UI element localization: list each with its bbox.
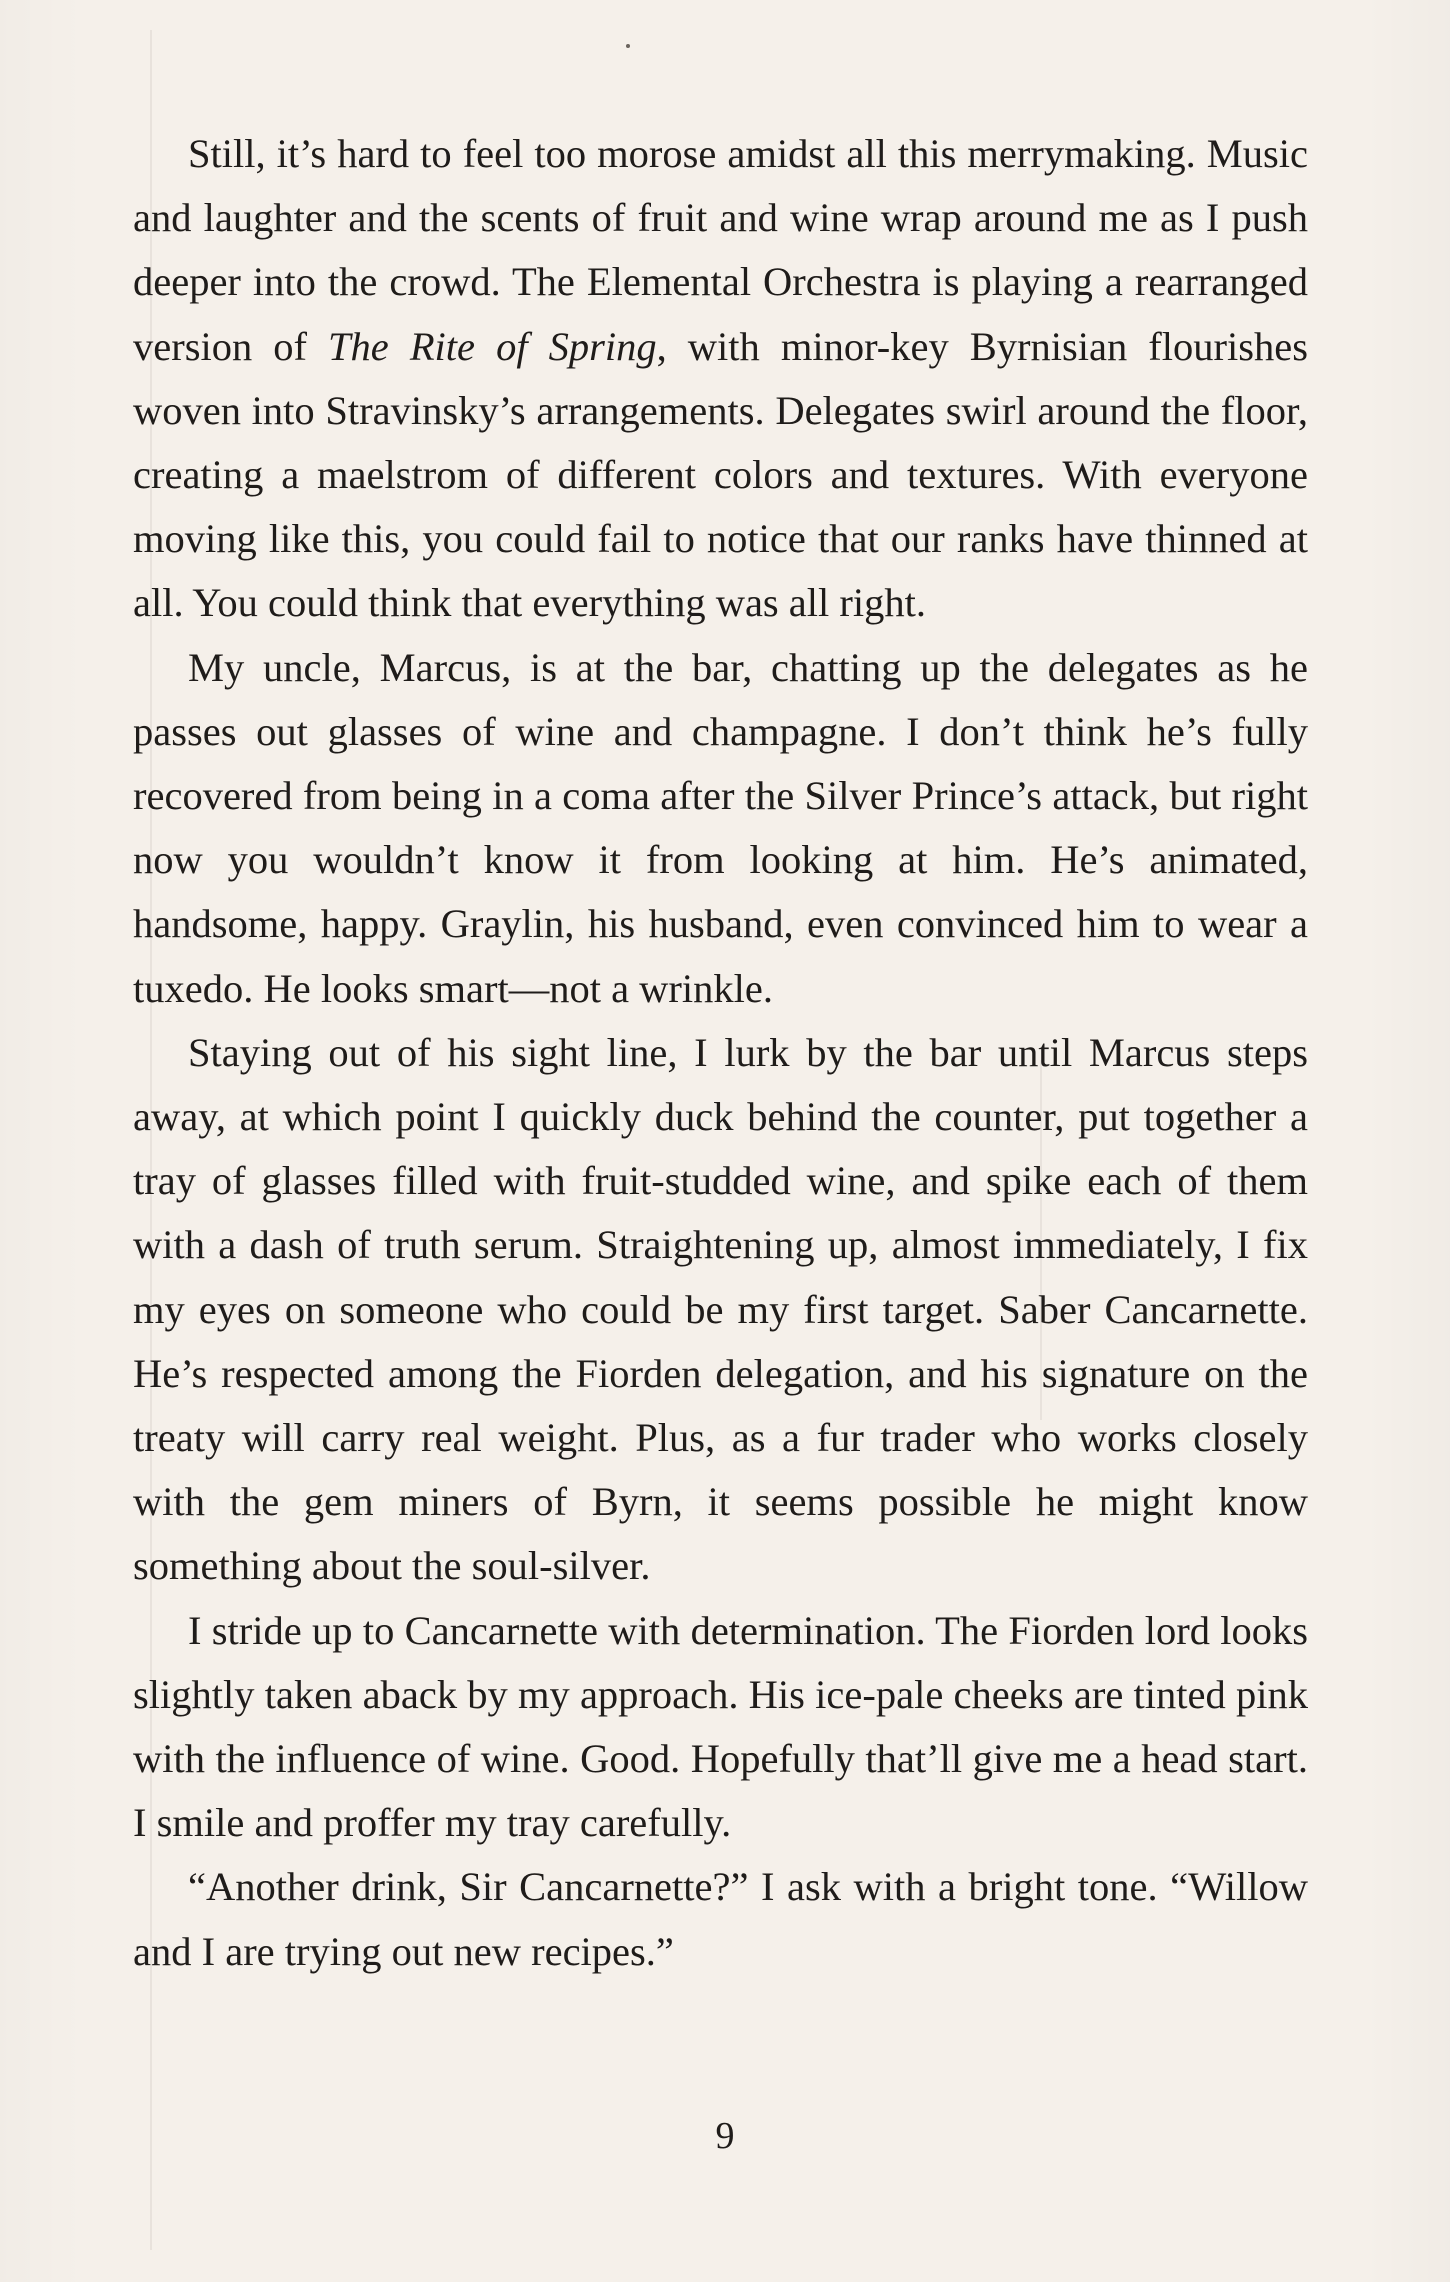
paragraph-2: My uncle, Marcus, is at the bar, chatting up the delegates as he passes out glasses of wine and champagne. I don’t think he’s fully recovered from being in a coma after the Silver Prince’s attack, but right now you wouldn’t know it from looking at him. He’s animated, handsome, happy. Graylin, his husband, even convinced him to wear a tuxedo. He looks smart—not a wrinkle. bbox=[133, 644, 1308, 1011]
paragraph-5: “Another drink, Sir Cancarnette?” I ask with a bright tone. “Willow and I are trying out new recipes.” bbox=[133, 1864, 1308, 1974]
body-text bbox=[133, 122, 1308, 1984]
paragraph-3: Staying out of his sight line, I lurk by the bar until Marcus steps away, at which point I quickly duck behind the counter, put together a tray of glasses filled with fruit-studded wine, and spike each of them with a dash of truth serum. Straightening up, almost immediately, I fix my eyes on someone who could be my first target. Saber Cancarnette. He’s respected among the Fiorden delegation, and his signature on the treaty will carry real weight. Plus, as a fur trader who works closely with the gem miners of Byrn, it seems possible he might know something about the soul-silver. bbox=[133, 1029, 1308, 1589]
page-number: 9 bbox=[715, 2115, 735, 2157]
paragraph-4: I stride up to Cancarnette with determination. The Fiorden lord looks slightly taken aback by my approach. His ice-pale cheeks are tinted pink with the influence of wine. Good. Hopefully that’ll give me a head start. I smile and proffer my tray carefully. bbox=[133, 1607, 1308, 1846]
paragraph-1: Still, it’s hard to feel too morose amidst all this merrymaking. Music and laughter and the scents of fruit and wine wrap around me as I push deeper into the crowd. The Elemental Orchestra is playing a rearranged version of The Rite of Spring, with minor-key Byrnisian flourishes woven into Stravinsky’s arrangements. Delegates swirl around the floor, creating a maelstrom of different colors and textures. With everyone moving like this, you could fail to notice that our ranks have thinned at all. You could think that everything was all right. bbox=[133, 131, 1308, 626]
paper-speck bbox=[626, 44, 630, 48]
